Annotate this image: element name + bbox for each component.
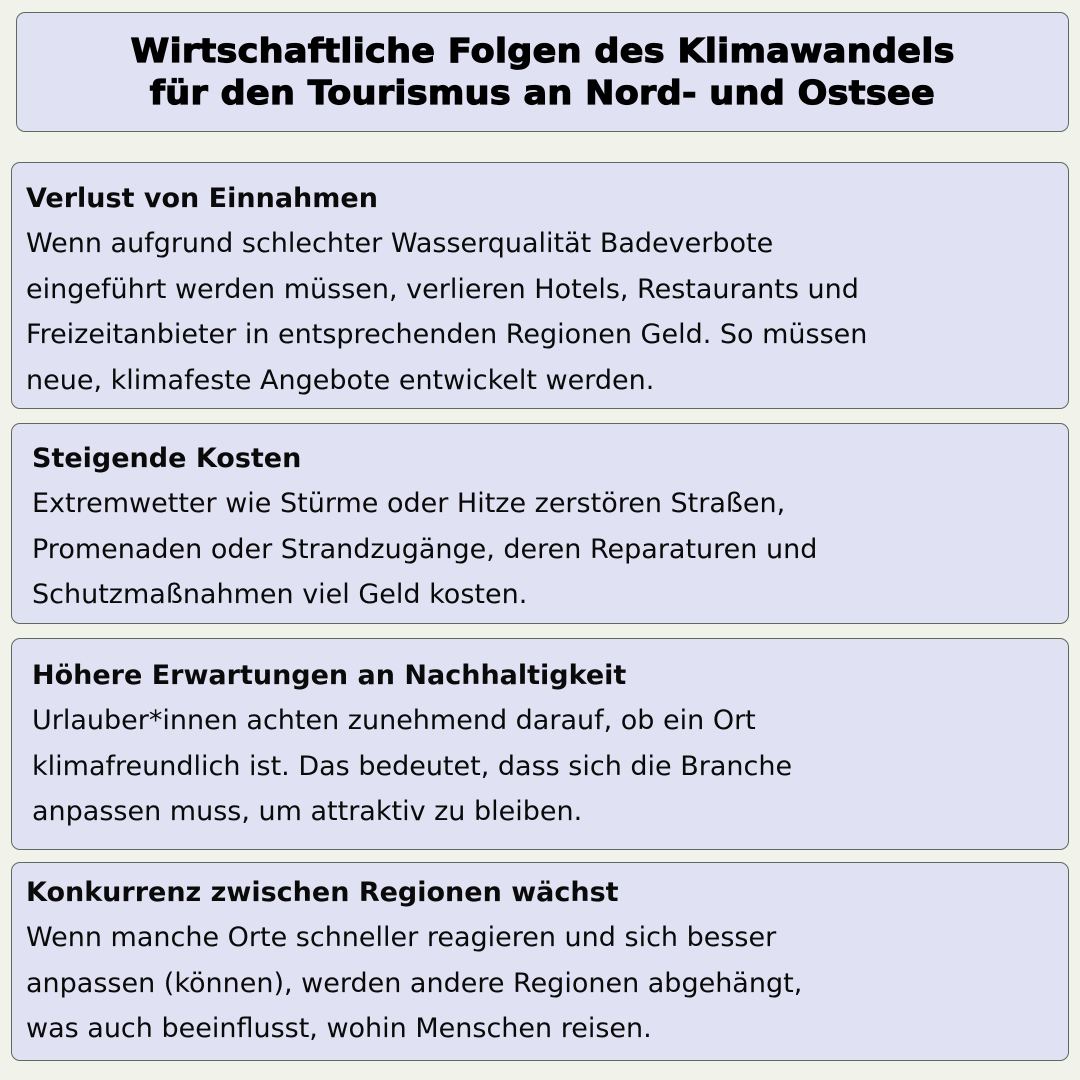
page-title-line-2: für den Tourismus an Nord- und Ostsee bbox=[149, 73, 936, 112]
card-body-line: Urlauber*innen achten zunehmend darauf, ob ein Ort bbox=[32, 705, 756, 736]
card-body-line: Promenaden oder Strandzugänge, deren Reparaturen und bbox=[32, 533, 818, 565]
card-regional-competition bbox=[11, 862, 1069, 1061]
title-box bbox=[16, 12, 1069, 132]
page-title-line-1: Wirtschaftliche Folgen des Klimawandels bbox=[130, 31, 955, 70]
card-body-line: Schutzmaßnahmen viel Geld kosten. bbox=[32, 579, 528, 610]
card-revenue-loss bbox=[11, 162, 1069, 409]
card-body-line: klimafreundlich ist. Das bedeutet, dass sich die Branche bbox=[32, 750, 793, 782]
card-heading: Höhere Erwartungen an Nachhaltigkeit bbox=[32, 660, 627, 691]
card-rising-costs bbox=[11, 423, 1069, 624]
card-body-line: eingeführt werden müssen, verlieren Hotels, Restaurants und bbox=[26, 273, 859, 305]
card-sustainability-expectations bbox=[11, 638, 1069, 850]
card-body-line: Extremwetter wie Stürme oder Hitze zerstören Straßen, bbox=[32, 488, 786, 519]
card-body-line: neue, klimafeste Angebote entwickelt werden. bbox=[26, 364, 655, 396]
card-body-line: anpassen (können), werden andere Regionen abgehängt, bbox=[26, 967, 803, 999]
card-body-line: was auch beeinflusst, wohin Menschen reisen. bbox=[26, 1013, 652, 1044]
card-heading: Konkurrenz zwischen Regionen wächst bbox=[26, 877, 619, 908]
card-body-line: Freizeitanbieter in entsprechenden Regionen Geld. So müssen bbox=[26, 319, 868, 350]
card-body-line: Wenn aufgrund schlechter Wasserqualität Badeverbote bbox=[26, 228, 774, 259]
card-heading: Verlust von Einnahmen bbox=[26, 183, 378, 214]
card-heading: Steigende Kosten bbox=[32, 443, 302, 474]
card-body-line: anpassen muss, um attraktiv zu bleiben. bbox=[32, 796, 583, 827]
card-body-line: Wenn manche Orte schneller reagieren und sich besser bbox=[26, 922, 777, 953]
